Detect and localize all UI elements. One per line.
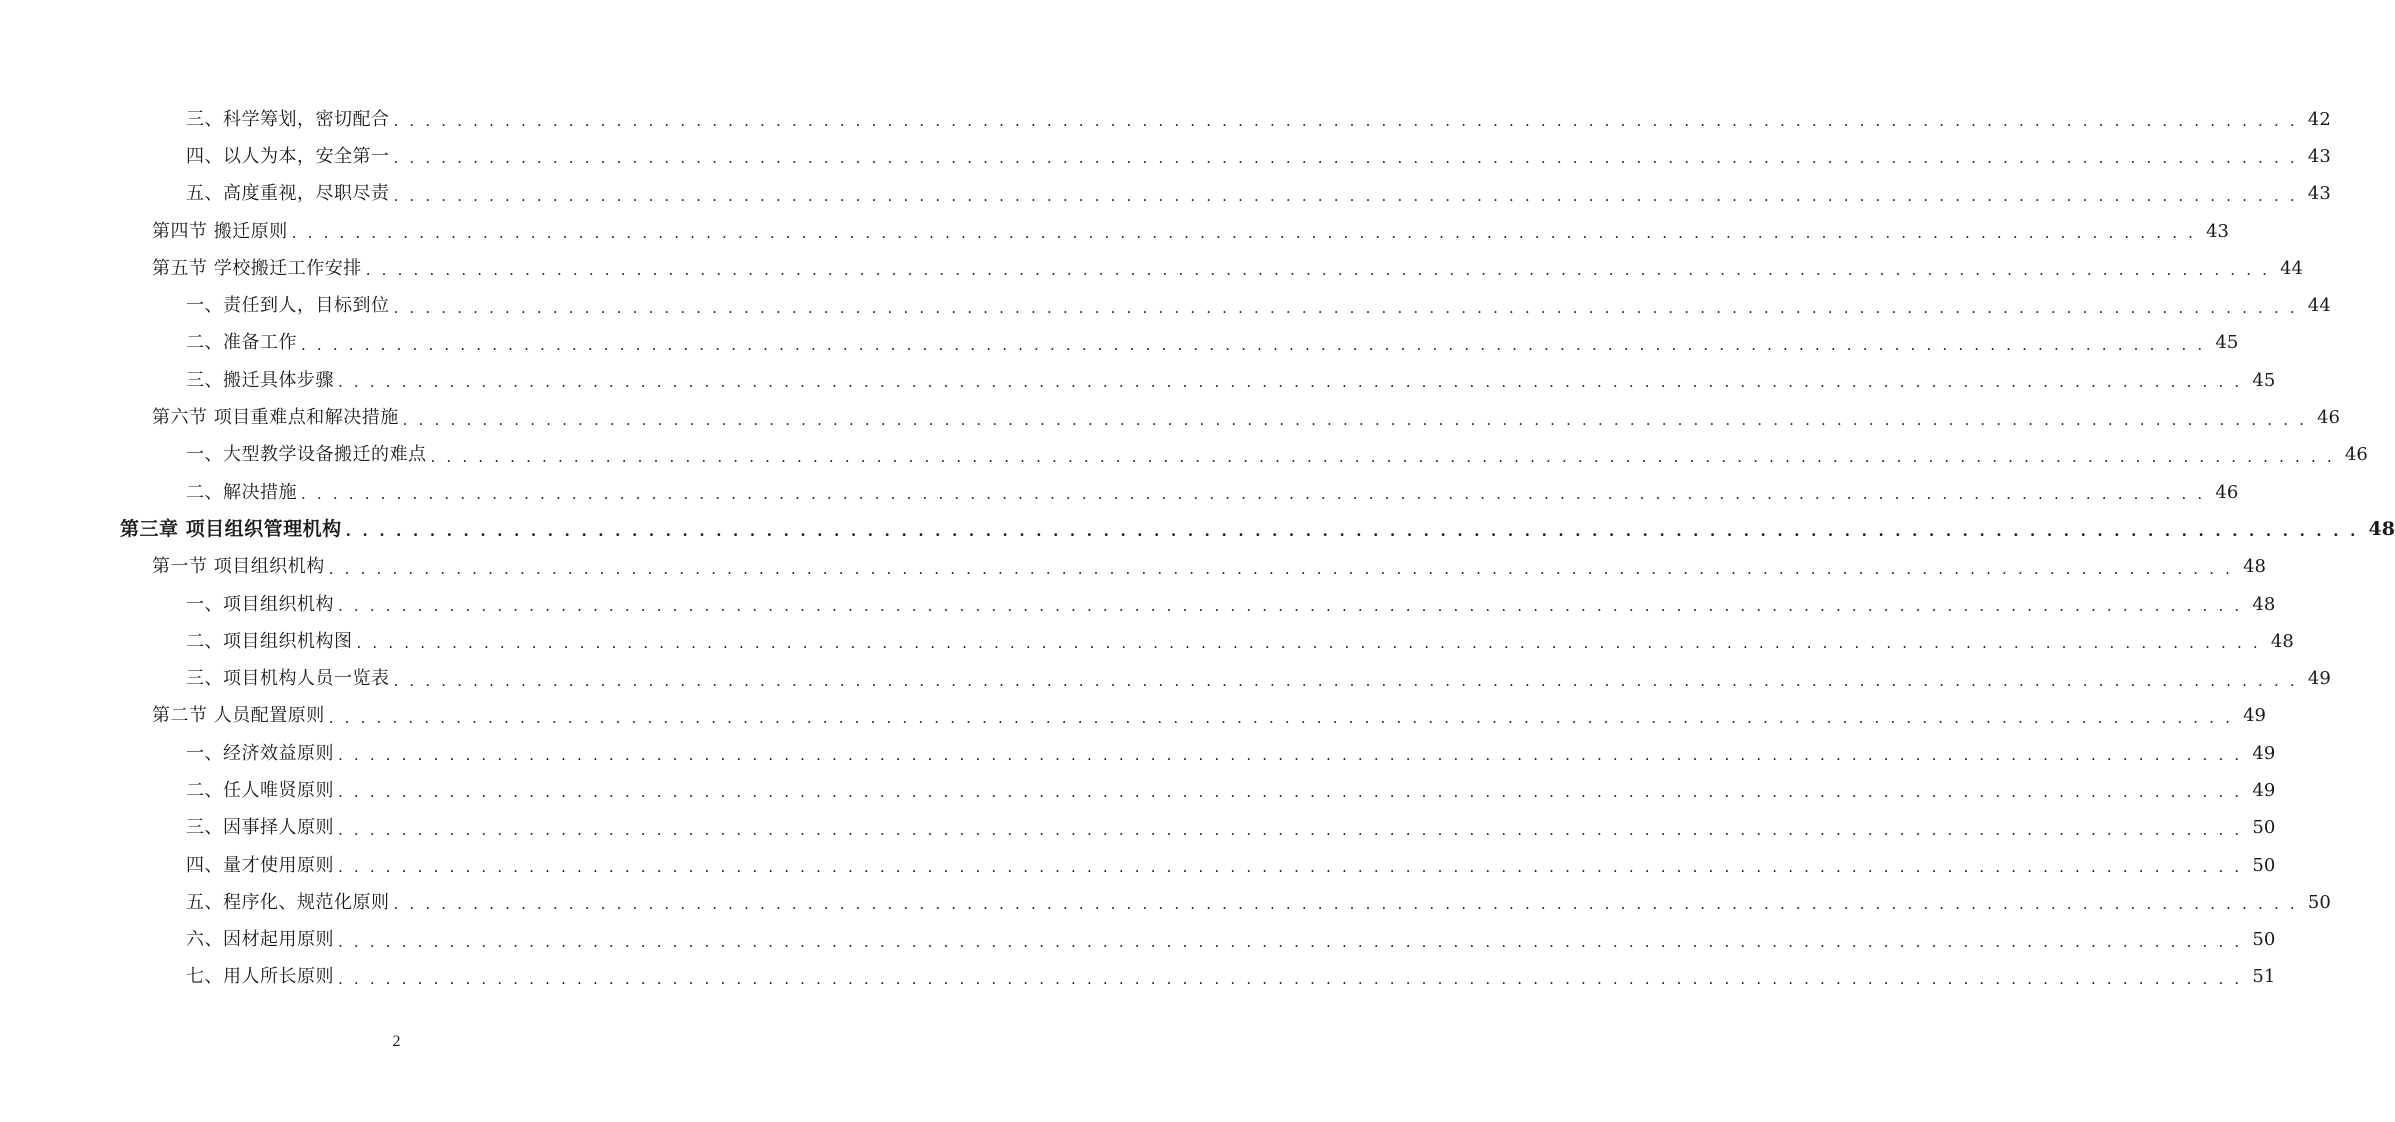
toc-entry-item[interactable] [0,735,2276,772]
toc-dot-leader: . . . . . . . . . . . . . . . . . . . . . . . . . . . . . . . . . . . . . . . . . . . . . . . . . . . . . . . . . . . . . . . . . . . . . . . . . . . . . . . . . . . . . . . . . . . . . . . . . . . . . . . . . . . . . . . . . . . . . . . . [301,485,2206,504]
toc-entry-page-number: 43 [2206,220,2230,242]
toc-dot-leader: . . . . . . . . . . . . . . . . . . . . . . . . . . . . . . . . . . . . . . . . . . . . . . . . . . . . . . . . . . . . . . . . . . . . . . . . . . . . . . . . . . . . . . . . . . . . . . . . . . . . . . . . . . . . . . . . . . . . . . . . [393,149,2298,168]
toc-entry-section[interactable] [0,549,2267,586]
toc-dot-leader: . . . . . . . . . . . . . . . . . . . . . . . . . . . . . . . . . . . . . . . . . . . . . . . . . . . . . . . . . . . . . . . . . . . . . . . . . . . . . . . . . . . . . . . . . . . . . . . . . . . . . . . . . . . . . . . . . . . . . . . . [338,969,2243,988]
toc-dot-leader: . . . . . . . . . . . . . . . . . . . . . . . . . . . . . . . . . . . . . . . . . . . . . . . . . . . . . . . . . . . . . . . . . . . . . . . . . . . . . . . . . . . . . . . . . . . . . . . . . . . . . . . . . . . . . . . . . . . . . . . . [393,298,2298,317]
toc-dot-leader: . . . . . . . . . . . . . . . . . . . . . . . . . . . . . . . . . . . . . . . . . . . . . . . . . . . . . . . . . . . . . . . . . . . . . . . . . . . . . . . . . . . . . . . . . . . . . . . . . . . . . . . . . . . . . . . . . . . . . . . . [365,261,2271,280]
toc-dot-leader: . . . . . . . . . . . . . . . . . . . . . . . . . . . . . . . . . . . . . . . . . . . . . . . . . . . . . . . . . . . . . . . . . . . . . . . . . . . . . . . . . . . . . . . . . . . . . . . . . . . . . . . . . . . . . . . . . . . . . . . . [430,447,2335,466]
toc-entry-page-number: 50 [2252,817,2276,839]
toc-dot-leader: . . . . . . . . . . . . . . . . . . . . . . . . . . . . . . . . . . . . . . . . . . . . . . . . . . . . . . . . . . . . . . . . . . . . . . . . . . . . . . . . . . . . . . . . . . . . . . . . . . . . . . . . . . . . . . . . . . . . . . . . [338,746,2243,765]
toc-dot-leader: . . . . . . . . . . . . . . . . . . . . . . . . . . . . . . . . . . . . . . . . . . . . . . . . . . . . . . . . . . . . . . . . . . . . . . . . . . . . . . . . . . . . . . . . . . . . . . . . . . . . . . . . . . . . . . . . . . . . . . . . [338,373,2243,392]
toc-entry-label: 第六节 项目重难点和解决措施 [152,407,399,429]
toc-entry-label: 第一节 项目组织机构 [152,556,325,578]
toc-entry-item[interactable] [0,474,2239,511]
toc-dot-leader: . . . . . . . . . . . . . . . . . . . . . . . . . . . . . . . . . . . . . . . . . . . . . . . . . . . . . . . . . . . . . . . . . . . . . . . . . . . . . . . . . . . . . . . . . . . . . . . . . . . . . . . . . . . . . . . . . . . . . . . . [393,895,2298,914]
toc-entry-page-number: 43 [2307,183,2331,205]
toc-entry-page-number: 48 [2243,556,2267,578]
toc-entry-item[interactable] [0,437,2368,474]
toc-entry-label: 五、程序化、规范化原则 [186,891,390,913]
toc-entry-item[interactable] [0,623,2294,660]
toc-dot-leader: . . . . . . . . . . . . . . . . . . . . . . . . . . . . . . . . . . . . . . . . . . . . . . . . . . . . . . . . . . . . . . . . . . . . . . . . . . . . . . . . . . . . . . . . . . . . . . . . . . . . . . . . . . . . . . . . . . . . . . . . [393,186,2298,205]
toc-dot-leader: . . . . . . . . . . . . . . . . . . . . . . . . . . . . . . . . . . . . . . . . . . . . . . . . . . . . . . . . . . . . . . . . . . . . . . . . . . . . . . . . . . . . . . . . . . . . . . . . . . . . . . . . . . . . . . . . . . . . . . . . [338,597,2243,615]
toc-entry-page-number: 46 [2215,481,2239,503]
toc-entry-page-number: 48 [2270,630,2294,652]
toc-entry-page-number: 50 [2307,891,2331,913]
toc-entry-label: 三、搬迁具体步骤 [186,369,334,391]
toc-entry-label: 第五节 学校搬迁工作安排 [152,257,362,279]
toc-entry-page-number: 50 [2252,929,2276,951]
toc-entry-item[interactable] [0,287,2331,324]
toc-entry-label: 三、项目机构人员一览表 [186,668,390,690]
page-number: 2 [392,1033,401,1050]
toc-dot-leader: . . . . . . . . . . . . . . . . . . . . . . . . . . . . . . . . . . . . . . . . . . . . . . . . . . . . . . . . . . . . . . . . . . . . . . . . . . . . . . . . . . . . . . . . . . . . . . . . . . . . . . . . . . . . . . . . . . . . . . . . [393,671,2298,690]
toc-entry-label: 五、高度重视，尽职尽责 [186,183,390,205]
toc-entry-item[interactable] [0,810,2276,847]
toc-entry-page-number: 46 [2317,407,2341,429]
toc-dot-leader: . . . . . . . . . . . . . . . . . . . . . . . . . . . . . . . . . . . . . . . . . . . . . . . . . . . . . . . . . . . . . . . . . . . . . . . . . . . . . . . . . . . . . . . . . . . . . . . . . . . . . . . . . . . . . . . . . . . . . . . . [301,335,2206,354]
toc-dot-leader: . . . . . . . . . . . . . . . . . . . . . . . . . . . . . . . . . . . . . . . . . . . . . . . . . . . . . . . . . . . . . . . . . . . . . . . . . . . . . . . . . . . . . . . . . . . . . . . . . . . . . . . . . . . . . . . . . . . . . . . . [402,410,2308,429]
toc-entry-page-number: 49 [2243,705,2267,727]
toc-entry-section[interactable] [0,698,2267,735]
toc-dot-leader: . . . . . . . . . . . . . . . . . . . . . . . . . . . . . . . . . . . . . . . . . . . . . . . . . . . . . . . . . . . . . . . . . . . . . . . . . . . . . . . . . . . . . . . . . . . . . . . . . . . . . . . . . . . . . . . . . . . . . . . . [356,634,2261,653]
toc-entry-label: 六、因材起用原则 [186,929,334,951]
toc-dot-leader: . . . . . . . . . . . . . . . . . . . . . . . . . . . . . . . . . . . . . . . . . . . . . . . . . . . . . . . . . . . . . . . . . . . . . . . . . . . . . . . . . . . . . . . . . . . . . . . . . . . . . . . . . . . . . . . . . . . . . . . . [338,820,2243,839]
toc-entry-page-number: 44 [2280,257,2304,279]
toc-entry-item[interactable] [0,138,2331,175]
toc-entry-label: 二、项目组织机构图 [186,630,353,652]
toc-entry-page-number: 45 [2252,369,2276,391]
toc-entry-page-number: 49 [2252,779,2276,801]
toc-entry-page-number: 48 [2252,593,2276,615]
toc-entry-item[interactable] [0,325,2239,362]
toc-entry-page-number: 43 [2307,145,2331,167]
toc-entry-label: 一、经济效益原则 [186,742,334,764]
toc-entry-item[interactable] [0,922,2276,959]
toc-entry-label: 一、项目组织机构 [186,593,334,615]
toc-entry-section[interactable] [0,399,2341,436]
toc-entry-item[interactable] [0,772,2276,809]
toc-entry-label: 第四节 搬迁原则 [152,220,288,242]
toc-entry-item[interactable] [0,362,2276,399]
toc-entry-item[interactable] [0,176,2331,213]
toc-entry-label: 第二节 人员配置原则 [152,705,325,727]
toc-entry-page-number: 44 [2307,295,2331,317]
toc-entry-section[interactable] [0,250,2304,287]
toc-entry-item[interactable] [0,847,2276,884]
toc-entry-label: 第三章 项目组织管理机构 [120,518,342,541]
toc-entry-page-number: 51 [2252,966,2276,988]
toc-entry-label: 四、以人为本，安全第一 [186,145,390,167]
toc-dot-leader: . . . . . . . . . . . . . . . . . . . . . . . . . . . . . . . . . . . . . . . . . . . . . . . . . . . . . . . . . . . . . . . . . . . . . . . . . . . . . . . . . . . . . . . . . . . . . . . . . . . . . . . . . . . . . . . . . . . . . . . . [328,559,2234,578]
toc-entry-item[interactable] [0,660,2331,697]
toc-entry-label: 七、用人所长原则 [186,966,334,988]
toc-dot-leader: . . . . . . . . . . . . . . . . . . . . . . . . . . . . . . . . . . . . . . . . . . . . . . . . . . . . . . . . . . . . . . . . . . . . . . . . . . . . . . . . . . . . . . . . . . . . . . . . . . . . . . . . . . . . . . . . . . . . . . . . [291,224,2197,243]
toc-entry-item[interactable] [0,101,2331,138]
toc-entry-page-number: 42 [2307,108,2331,130]
toc-entry-label: 三、科学筹划，密切配合 [186,108,390,130]
toc-entry-page-number: 45 [2215,332,2239,354]
toc-dot-leader: . . . . . . . . . . . . . . . . . . . . . . . . . . . . . . . . . . . . . . . . . . . . . . . . . . . . . . . . . . . . . . . . . . . . . . . . . . . . . . . . . . . . . . . . . . . . . . . . . . . . . . . . . . . . . . . . . . . . . . . . [338,783,2243,802]
toc-entry-item[interactable] [0,586,2276,623]
toc-entry-label: 三、因事择人原则 [186,817,334,839]
toc-entry-label: 二、任人唯贤原则 [186,779,334,801]
toc-entry-page-number: 49 [2307,668,2331,690]
toc-dot-leader: . . . . . . . . . . . . . . . . . . . . . . . . . . . . . . . . . . . . . . . . . . . . . . . . . . . . . . . . . . . . . . . . . . . . . . . . . . . . . . . . . . . . . . . . . . . . . . . . . . . . . . . . . . . . . . . . . . . . . . . . [345,522,2359,541]
toc-entry-item[interactable] [0,884,2331,921]
toc-dot-leader: . . . . . . . . . . . . . . . . . . . . . . . . . . . . . . . . . . . . . . . . . . . . . . . . . . . . . . . . . . . . . . . . . . . . . . . . . . . . . . . . . . . . . . . . . . . . . . . . . . . . . . . . . . . . . . . . . . . . . . . . [338,932,2243,951]
toc-dot-leader: . . . . . . . . . . . . . . . . . . . . . . . . . . . . . . . . . . . . . . . . . . . . . . . . . . . . . . . . . . . . . . . . . . . . . . . . . . . . . . . . . . . . . . . . . . . . . . . . . . . . . . . . . . . . . . . . . . . . . . . . [328,708,2234,727]
toc-entry-chapter[interactable] [0,511,2395,548]
toc-entry-label: 一、大型教学设备搬迁的难点 [186,444,427,466]
toc-dot-leader: . . . . . . . . . . . . . . . . . . . . . . . . . . . . . . . . . . . . . . . . . . . . . . . . . . . . . . . . . . . . . . . . . . . . . . . . . . . . . . . . . . . . . . . . . . . . . . . . . . . . . . . . . . . . . . . . . . . . . . . . [338,858,2243,877]
toc-entry-label: 一、责任到人，目标到位 [186,295,390,317]
toc-entry-section[interactable] [0,213,2230,250]
table-of-contents [0,101,2395,996]
toc-dot-leader: . . . . . . . . . . . . . . . . . . . . . . . . . . . . . . . . . . . . . . . . . . . . . . . . . . . . . . . . . . . . . . . . . . . . . . . . . . . . . . . . . . . . . . . . . . . . . . . . . . . . . . . . . . . . . . . . . . . . . . . . [393,112,2298,131]
toc-entry-page-number: 46 [2344,444,2368,466]
toc-entry-page-number: 50 [2252,854,2276,876]
toc-entry-page-number: 49 [2252,742,2276,764]
toc-entry-label: 四、量才使用原则 [186,854,334,876]
toc-entry-label: 二、准备工作 [186,332,297,354]
toc-entry-label: 二、解决措施 [186,481,297,503]
toc-entry-item[interactable] [0,959,2276,996]
toc-entry-page-number: 48 [2368,518,2395,541]
